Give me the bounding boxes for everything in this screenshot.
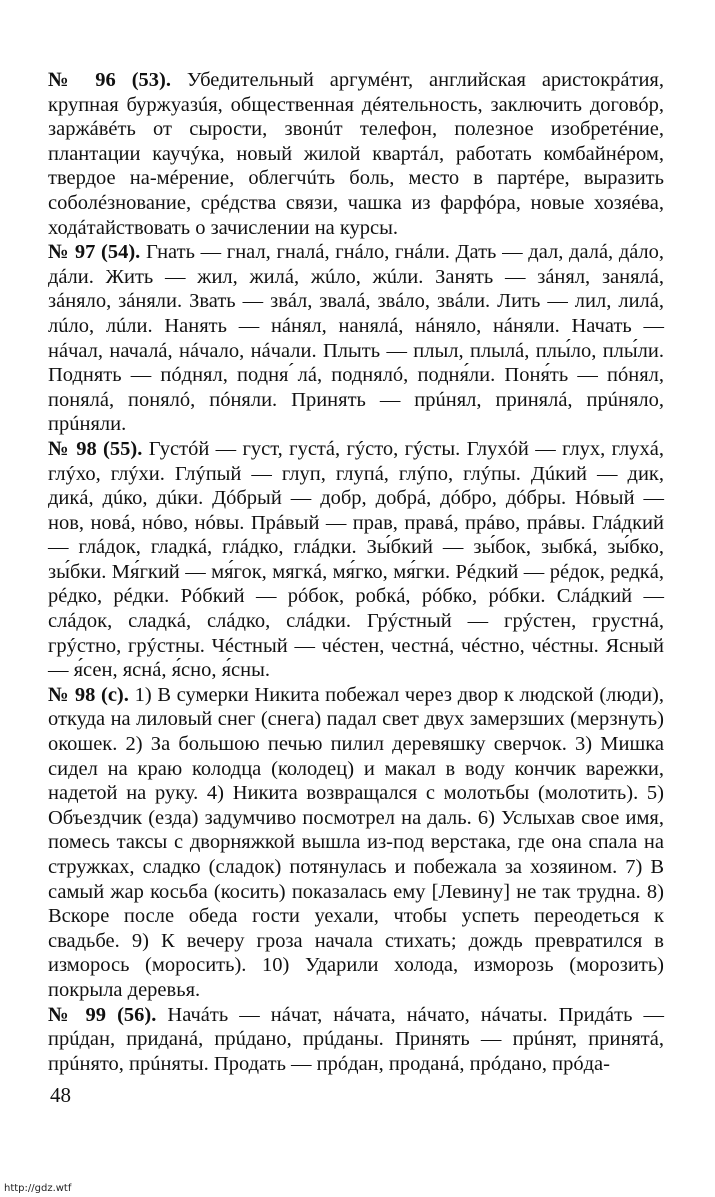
exercise-96 <box>48 68 664 240</box>
exercise-number: № 96 (53). <box>48 69 171 91</box>
exercise-99 <box>48 1003 664 1077</box>
exercise-text: 1) В сумерки Никита побежал через двор к людской (люди), откуда на лиловый снег (снега) падал свет двух замерзших (мерзнуть) окошек. 2) За большою печью пилил деревяшку сверчок. 3) Мишка сидел на краю колодца (колодец) и макал в воду кончик варежки, надетой на руку. 4) Никита возвращался с молотьбы (молотить). 5) Объездчик (езда) задумчиво посмотрел на даль. 6) Услыхав свое имя, помесь таксы с дворняжкой вышла из-под верстака, где она спала на стружках, сладко (сладок) потянулась и побежала за хозяином. 7) В самый жар косьба (косить) показалась ему [Левину] не так трудна. 8) Вскоре после обеда гости уехали, чтобы успеть переодеться к свадьбе. 9) К вечеру гроза начала стихать; дождь превратился в изморось (моросить). 10) Ударили холода, изморозь (морозить) покрыла деревья. <box>48 683 665 1001</box>
exercise-number: № 98 (55). <box>48 437 143 460</box>
exercise-text: Густóй — густ, густá, гýсто, гýсты. Глухóй — глух, глухá, глýхо, глýхи. Глýпый — глуп, глупá, глýпо, глýпы. Дúкий — дик, дикá, дúко, дúки. Дóбрый — добр, добрá, дóбро, дóбры. Нóвый — нов, новá, нóво, нóвы. Прáвый — прав, правá, прáво, прáвы. Глáдкий — глáдок, гладкá, глáдко, глáдки. Зы́бкий — зы́бок, зыбкá, зы́бко, зы́бки. Мя́гкий — мя́гок, мягкá, мя́гко, мя́гки. Рéдкий — рéдок, редкá, рéдко, рéдки. Рóбкий — рóбок, робкá, рóбко, рóбки. Слáдкий — слáдок, сладкá, слáдко, слáдки. Грýстный — грýстен, грустнá, грýстно, грýстны. Чéстный — чéстен, честнá, чéстно, чéстны. Ясный — я́сен, яснá, я́сно, я́сны. <box>48 437 664 682</box>
exercise-number: № 97 (54). <box>48 241 141 264</box>
exercise-text: Гнать — гнал, гналá, гнáло, гнáли. Дать — дал, далá, дáло, дáли. Жить — жил, жилá, жúло, жúли. Занять — зáнял, занялá, зáняло, зáняли. Звать — звáл, звалá, звáло, звáли. Лить — лил, лилá, лúло, лúли. Нанять — нáнял, нанялá, нáняло, нáняли. Начать — нáчал, началá, нáчало, нáчали. Плыть — плыл, плылá, плы́ло, плы́ли. Поднять — пóднял, подня ́лá, поднялó, подня́ли. Поня́ть — пóнял, понялá, понялó, пóняли. Принять — прúнял, принялá, прúняло, прúняли. <box>48 241 664 436</box>
exercise-98 <box>48 437 664 683</box>
page-number: 48 <box>50 1083 71 1107</box>
exercise-text: Начáть — нáчат, нáчата, нáчато, нáчаты. Придáть — прúдан, приданá, прúдано, прúданы. Принять — прúнят, принятá, прúнято, прúняты. Продать — прóдан, проданá, прóдано, прóда- <box>48 1003 664 1075</box>
footer-url: http://gdz.wtf <box>4 1183 72 1194</box>
exercise-number: № 98 (с). <box>48 683 129 706</box>
exercise-number: № 99 (56). <box>48 1003 157 1026</box>
exercise-98c <box>48 683 664 1003</box>
page-content <box>48 68 664 1076</box>
exercise-97 <box>48 240 664 437</box>
exercise-text: Убедительный аргумéнт, английская аристокрáтия, крупная буржуазúя, общественная дéятельность, заключить договóр, заржáвéть от сырости, звонúт телефон, полезное изобретéние, плантации каучýка, новый жилой квартáл, работать комбайнéром, твердое на-мéрение, облегчúть боль, место в партéре, выразить соболéзнование, срéдства связи, чашка из фарфóра, новые хозяéва, ходáтайствовать о зачислении на курсы. <box>48 69 664 239</box>
